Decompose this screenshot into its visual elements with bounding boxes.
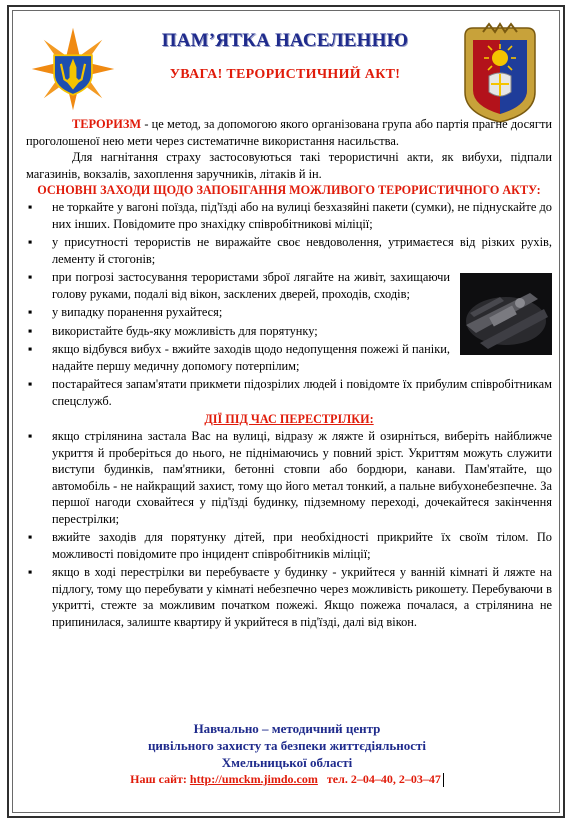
bullet-icon: ▪	[28, 323, 33, 338]
section-heading-prevention: ОСНОВНІ ЗАХОДИ ЩОДО ЗАПОБІГАННЯ МОЖЛИВОГО ТЕРОРИСТИЧНОГО АКТУ:	[37, 183, 541, 197]
bullet-icon: ▪	[28, 200, 33, 214]
list-item: ▪ у присутності терористів не виражайте своє невдоволення, утримаєтеся від різких рухів, лементу й стогонів;	[28, 235, 552, 266]
list-item: ▪ якщо в ході перестрілки ви перебуваєте у будинку - укрийтеся у ванній кімнаті й ляжте на підлогу, тому що перебувати у кімнаті небезпечно через можливість рикошету. Перебуваючи в укритті, стежте за можливим початком пожежі. Якщо пожежа почалася, а стрілянина не припинилася, залиште квартиру й укрийтеся в під'їзді, далі від вікон.	[28, 565, 552, 629]
prevention-list	[26, 199, 552, 409]
intro-paragraph-2: Для нагнітання страху застосовуються такі терористичні акти, як вибухи, підпали магазинів, вокзалів, захоплення заручників, літаків й ін.	[26, 150, 552, 181]
shootout-list	[26, 428, 552, 630]
list-item: ▪ не торкайте у вагоні поїзда, під'їзді або на вулиці безхазяйні пакети (сумки), не піднуcкайте до них інших. Повідомите про знахідку співробітникові міліції;	[28, 200, 552, 231]
footer-org-line-3: Хмельницької області	[221, 755, 353, 770]
footer-contacts	[90, 771, 484, 788]
section-heading-shootout: ДІЇ ПІД ЧАС ПЕРЕСТРІЛКИ:	[204, 412, 374, 426]
site-label: Наш сайт:	[130, 772, 187, 786]
list-item: ▪ вжийте заходів для порятунку дітей, при необхідності прикрийте їх своїм тілом. По можливості повідомите про інцидент співробітників міліції;	[28, 530, 552, 561]
bullet-icon: ▪	[28, 429, 33, 443]
warning-subtitle: УВАГА! ТЕРОРИСТИЧНИЙ АКТ!	[169, 67, 401, 82]
list-item: ▪ якщо стрілянина застала Вас на вулиці, відразу ж ляжте й озирніться, виберіть найближче укриття й проберіться до нього, не піднімаючись у повний зріст. Укриттям можуть служити виступи будинків, пам'ятники, бетонні стовпи або бордюри, канави. Пам'ятайте, що автомобіль - не найкращий захист, тому що його метал тонкий, а пальне вибухонебезпечне. За першої нагоди сховайтеся у під'їзді будинку, підземному переході, дочекайтеся закінчення перестрілки;	[28, 429, 552, 526]
bullet-icon: ▪	[28, 305, 33, 319]
text-cursor	[443, 773, 444, 787]
footer-org-line-1: Навчально – методичний центр	[193, 721, 381, 736]
footer	[90, 720, 484, 788]
page-title: ПАМ’ЯТКА НАСЕЛЕННЮ	[161, 30, 409, 51]
bullet-icon: ▪	[28, 377, 33, 391]
list-item: ▪ використайте будь-яку можливість для порятунку;	[28, 323, 318, 338]
list-item: ▪ якщо відбувся вибух - вжийте заходів щодо недопущення пожежі й паніки, надайте першу медичну допомогу потерпілим;	[28, 342, 450, 373]
footer-org-line-2: цивільного захисту та безпеки життєдіяльності	[147, 738, 427, 753]
site-link[interactable]: http://umckm.jimdo.com	[189, 772, 318, 786]
intro-paragraph	[26, 116, 552, 149]
term-terrorism: ТЕРОРИЗМ	[72, 117, 142, 131]
civil-protection-emblem-icon	[30, 26, 116, 112]
phone-numbers: тел. 2–04–40, 2–03–47	[326, 772, 441, 786]
main-content	[26, 116, 552, 632]
bullet-icon: ▪	[28, 565, 33, 579]
bullet-icon: ▪	[28, 530, 33, 544]
list-item: ▪ при погрозі застосування терористами зброї лягайте на живіт, захищаючи голову руками, подалі від вікон, засклених дверей, проходів, сходів;	[26, 269, 552, 302]
term-definition: - це метод, за допомогою якого організована група або партія прагне досягти проголошеної нею мети через систематичне використання насильства.	[26, 117, 552, 148]
bullet-icon: ▪	[28, 270, 33, 284]
list-item: ▪ постарайтеся запам'ятати прикмети підозрілих людей і повідомте їх прибулим співробітникам спецслужб.	[28, 377, 552, 408]
list-item: ▪ у випадку поранення рухайтеся;	[28, 305, 223, 319]
khmelnytskyi-oblast-coat-of-arms-icon	[459, 22, 541, 126]
bullet-icon: ▪	[28, 342, 33, 356]
bullet-icon: ▪	[28, 235, 33, 249]
